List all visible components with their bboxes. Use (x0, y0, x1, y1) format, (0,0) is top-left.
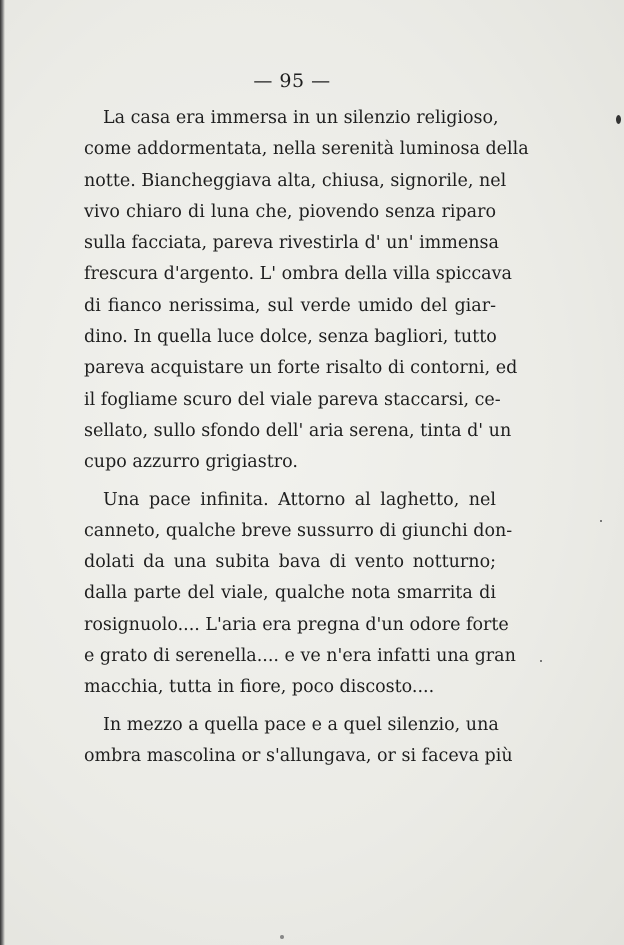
text-line: dino. In quella luce dolce, senza bagliori, tutto (84, 327, 497, 348)
scan-speck (280, 935, 284, 939)
text-line: Una pace infinita. Attorno al laghetto, nel (103, 489, 496, 510)
text-line: cupo azzurro grigiastro. (84, 452, 298, 473)
text-line: frescura d'argento. L' ombra della villa spiccava (84, 264, 512, 285)
paragraph-1 (84, 103, 529, 479)
page-number: — 95 — (253, 70, 331, 92)
text-line: notte. Biancheggiava alta, chiusa, signorile, nel (84, 170, 507, 191)
paragraph-2 (84, 485, 516, 704)
text-line: vivo chiaro di luna che, piovendo senza riparo (84, 201, 496, 222)
scan-speck (616, 115, 621, 124)
text-line: come addormentata, nella serenità luminosa della (84, 139, 529, 160)
body-text (84, 103, 529, 772)
text-line: e grato di serenella.... e ve n'era infatti una gran (84, 646, 516, 667)
binding-edge-shadow (0, 0, 5, 945)
text-line: pareva acquistare un forte risalto di contorni, ed (84, 358, 518, 379)
text-line: ombra mascolina or s'allungava, or si faceva più (84, 745, 513, 766)
scan-speck (540, 660, 542, 662)
scan-speck (600, 520, 602, 522)
text-line: macchia, tutta in fiore, poco discosto.... (84, 677, 435, 698)
text-line: sulla facciata, pareva rivestirla d' un' immensa (84, 233, 499, 254)
text-line: sellato, sullo sfondo dell' aria serena, tinta d' un (84, 420, 512, 441)
text-line: il fogliame scuro del viale pareva staccarsi, ce- (84, 389, 501, 410)
paragraph-3 (84, 710, 513, 773)
text-line: In mezzo a quella pace e a quel silenzio, una (103, 714, 499, 735)
text-line: canneto, qualche breve sussurro di giunchi don- (84, 520, 513, 541)
text-line: di fianco nerissima, sul verde umido del giar- (84, 295, 496, 316)
text-line: dalla parte del viale, qualche nota smarrita di (84, 583, 496, 604)
text-line: dolati da una subita bava di vento notturno; (84, 552, 496, 573)
text-line: rosignuolo.... L'aria era pregna d'un odore forte (84, 614, 509, 635)
text-line: La casa era immersa in un silenzio religioso, (103, 108, 499, 128)
